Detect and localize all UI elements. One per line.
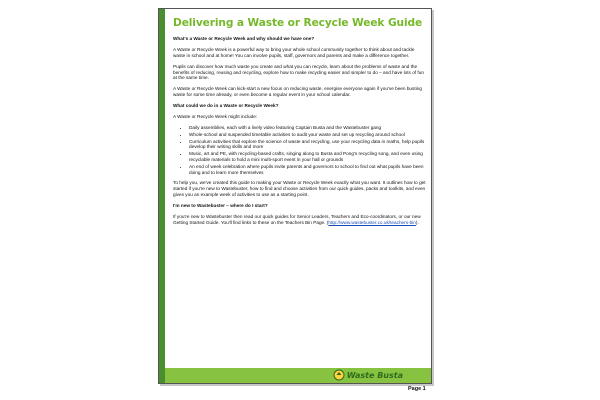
list-item: • Daily assemblies, each with a lively video featuring Captain Busta and the Wastebuster gang (189, 125, 427, 131)
document-title: Delivering a Waste or Recycle Week Guide (173, 17, 423, 29)
paragraph: A Waste or Recycle Week can kick-start a new focus on reducing waste, energise everyone again if you've been busting waste for some time already, or even become a regular event in your school calendar. (173, 86, 422, 98)
logo-text: Waste Busta (346, 370, 403, 380)
list-item: • Whole-school and suspended timetable activities to audit your waste and set up recycling around school (189, 132, 427, 138)
page-content (173, 15, 427, 231)
section-heading: I'm new to Wastebuster – where do I start? (173, 203, 268, 209)
wastebuster-logo (333, 367, 403, 383)
paragraph: A Waste or Recycle Week is a powerful way to bring your whole school community together to think about and tackle waste in school and at home! You can involve pupils, staff, governors and parents and make a difference together. (173, 46, 415, 58)
section-heading: What's a Waste or Recycle Week and why should we have one? (173, 36, 315, 41)
page-side-stripe (159, 9, 165, 383)
recycle-icon (333, 369, 345, 381)
paragraph: To help you, we've created this guide to making your Waste or Recycle Week exactly what you want. It outlines how to get started if you're new to Wastebuster, how to find and choose activities from our quick guides, packs and toolkits, and even gives you an example week of activities to use as a starting point. (173, 180, 426, 198)
activity-list (173, 125, 427, 175)
link-outro-text: ). (415, 219, 419, 225)
teachers-bin-link[interactable]: http://www.wastebuster.co.uk/teachers-bin (328, 219, 416, 225)
list-item: • Curriculum activities that explore the science of waste and recycling, use your recycling data in maths, help pupils develop their writing skills and more (189, 139, 427, 151)
page-number: Page 1 (408, 386, 426, 392)
paragraph: A Waste or Recycle Week might include: (173, 114, 258, 120)
list-item: • An end of week celebration where pupils invite parents and governors to school to find out what pupils have been doing and to learn more themselves (189, 164, 427, 176)
list-item: • Music, art and PE, with recycling-based crafts, singing along to Busta and Pong's recycling song, and even using recyclable materials to hold a mini multi-sport event in your hall or grounds (189, 151, 427, 163)
link-intro-text: If you're new to Wastebuster then read our quick guides for Senior Leaders, Teachers and Eco-coordinators, or our new Getting Started Guide. You'll find links to these on the Teachers Bin Page. ( (173, 214, 421, 225)
paragraph: Pupils can discover how much waste you create and what you can recycle, learn about the problems of waste and the benefits of reducing, reusing and recycling, explore how to make recycling easier and simpler to do – and have lots of fun at the same time. (173, 63, 424, 81)
section-heading: What could we do in a Waste or Recycle Week? (173, 103, 279, 109)
paragraph-with-link (173, 214, 427, 226)
document-page (158, 8, 432, 384)
